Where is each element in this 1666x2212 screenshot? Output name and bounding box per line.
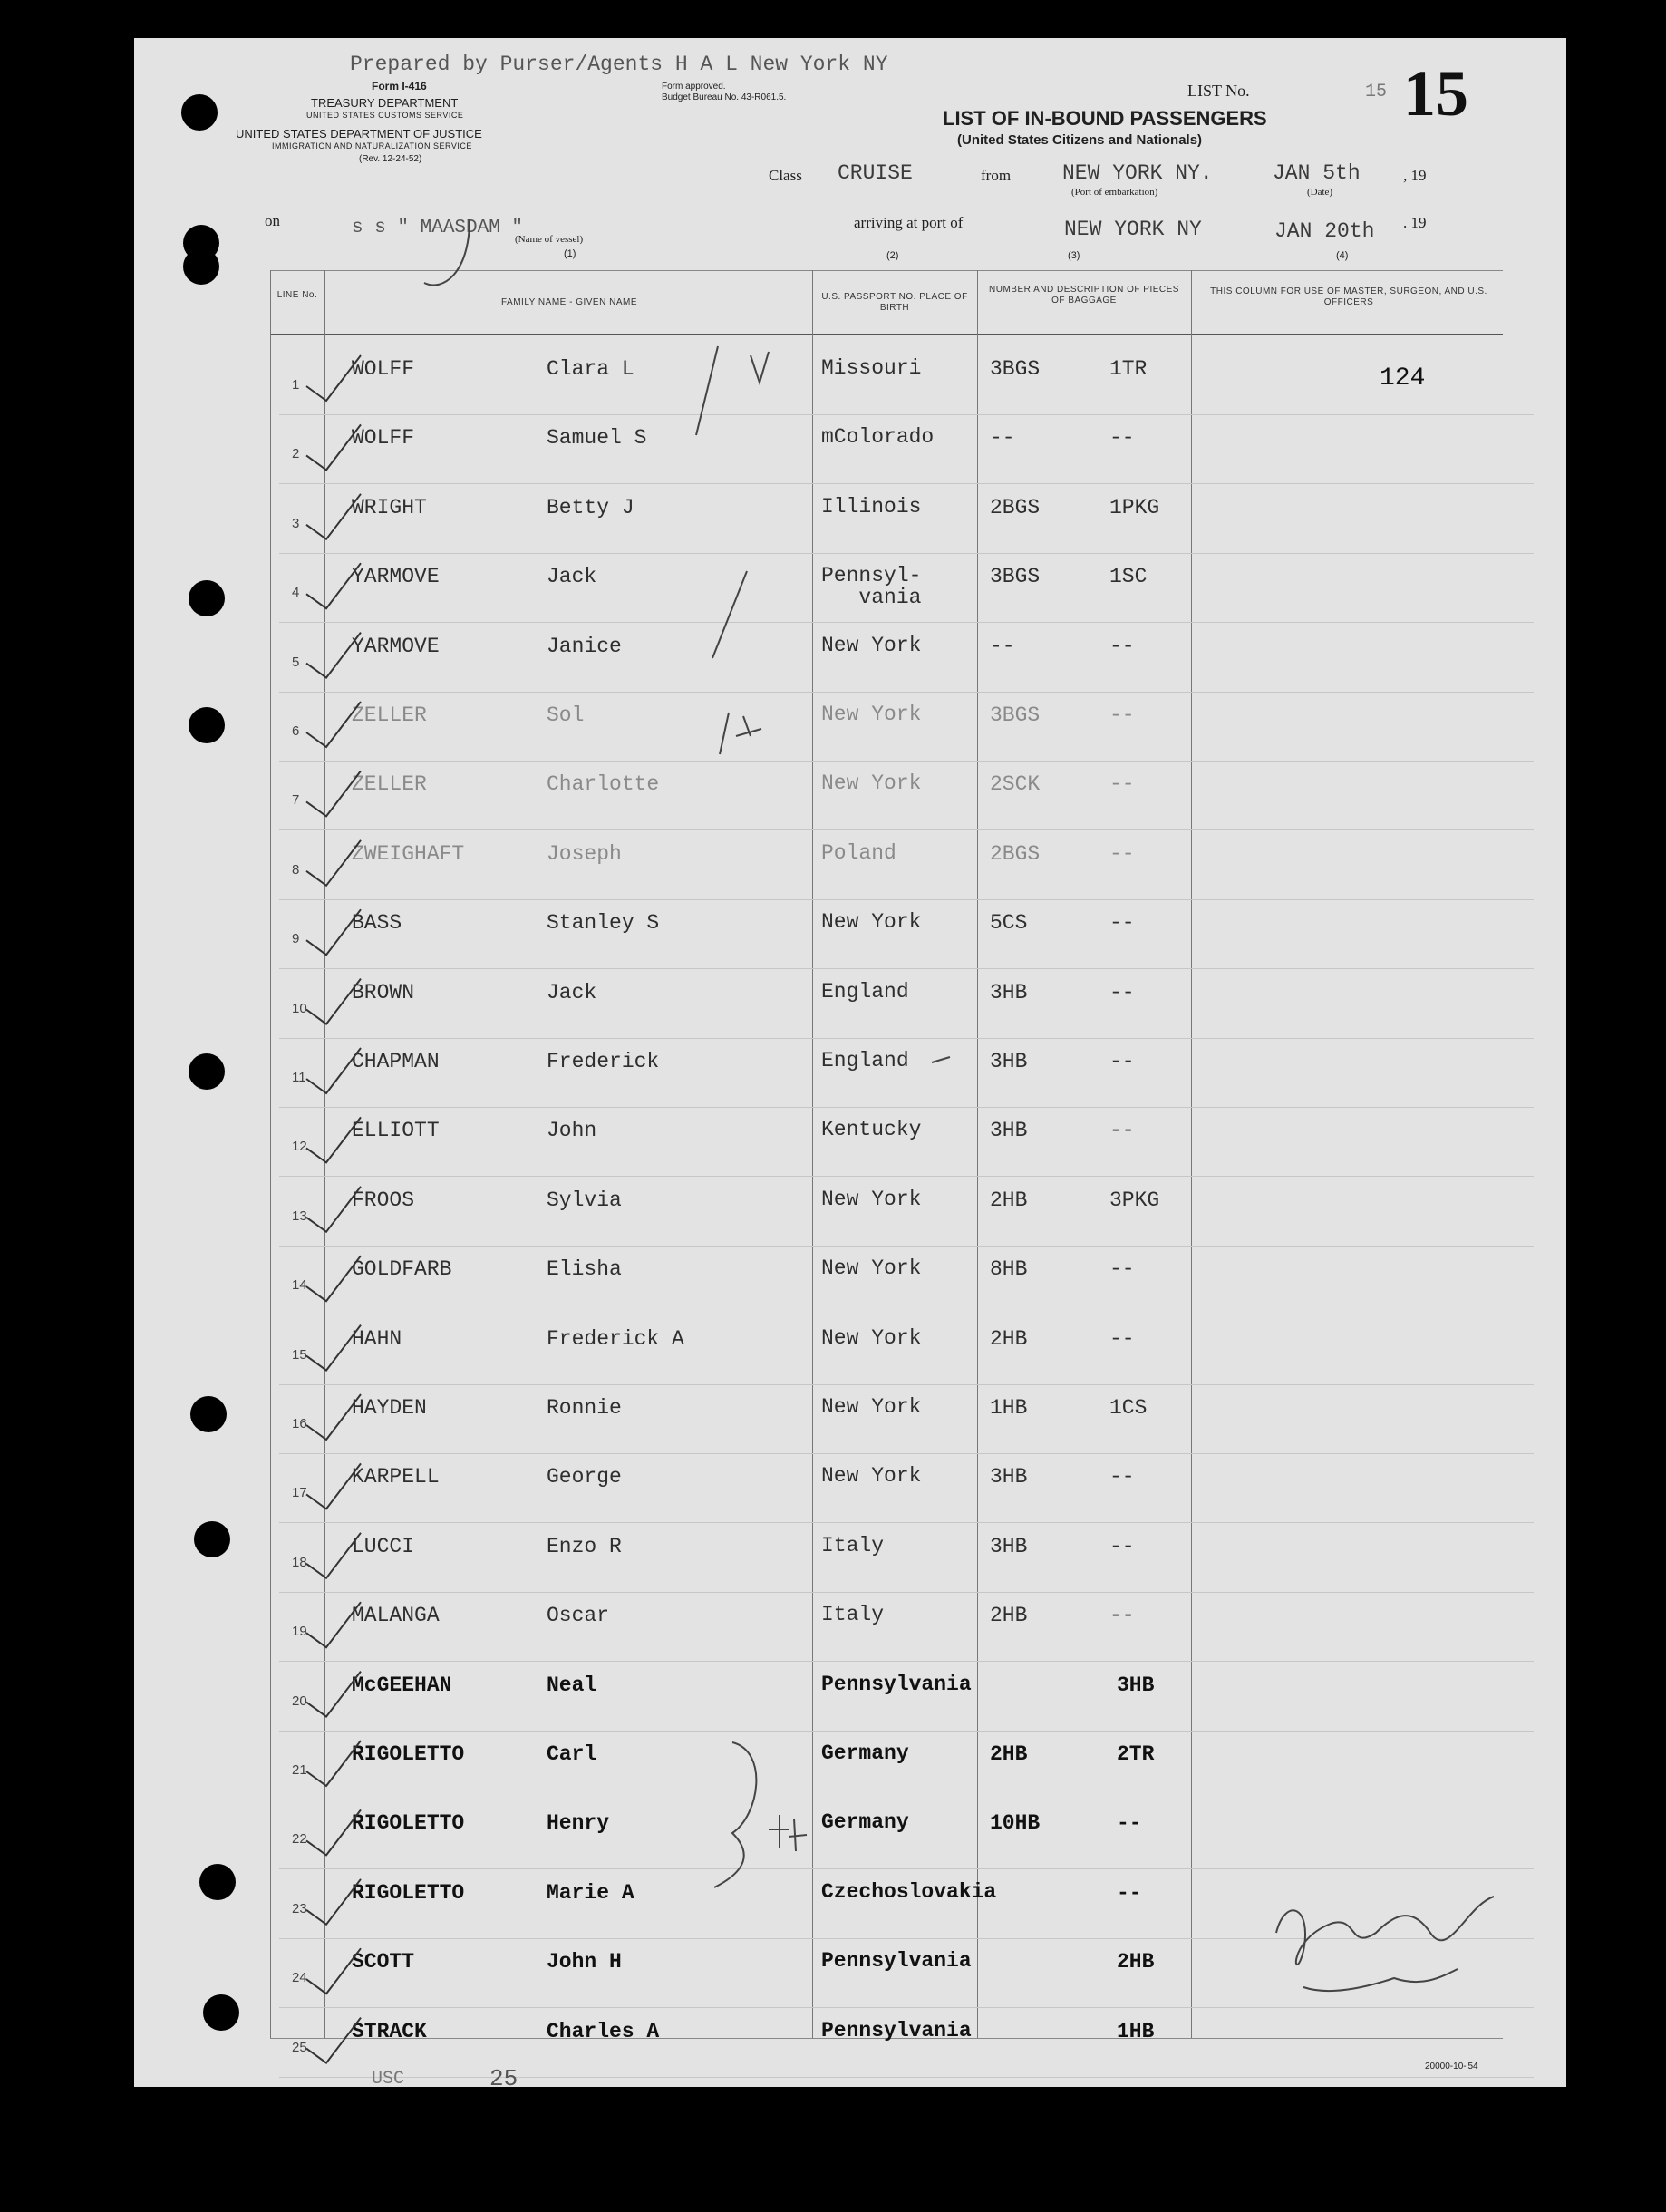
baggage-count: 8HB	[990, 1257, 1028, 1282]
given-name: Sylvia	[547, 1188, 622, 1212]
justice-dept: UNITED STATES DEPARTMENT OF JUSTICE	[236, 127, 482, 141]
line-number: 8	[292, 861, 300, 878]
col-header-passport: U.S. PASSPORT NO. PLACE OF BIRTH	[821, 292, 968, 313]
line-number: 2	[292, 446, 300, 462]
baggage-count: 3HB	[990, 1534, 1028, 1558]
check-mark	[306, 1187, 361, 1232]
given-name: Sol	[547, 703, 585, 727]
place-of-birth: New York	[821, 1395, 922, 1419]
line-number: 5	[292, 654, 300, 670]
given-name: Joseph	[547, 841, 622, 866]
line-number: 24	[292, 1970, 307, 1986]
given-name: Jack	[547, 980, 597, 1004]
baggage-count: 2SCK	[990, 772, 1041, 797]
place-of-birth: Germany	[821, 1741, 909, 1765]
check-mark	[306, 1117, 361, 1162]
check-mark	[306, 1879, 361, 1925]
baggage-extra: --	[1109, 911, 1135, 936]
line-number: 20	[292, 1693, 307, 1709]
check-mark	[306, 1948, 361, 1994]
baggage-extra: --	[1109, 980, 1135, 1004]
check-mark	[306, 1809, 361, 1855]
family-name: HAYDEN	[352, 1396, 427, 1420]
treasury-dept: TREASURY DEPARTMENT	[311, 96, 459, 110]
family-name: WOLFF	[352, 357, 415, 381]
signature	[1303, 1969, 1458, 1991]
baggage-extra: 1HB	[1117, 2019, 1155, 2043]
vessel-name: s s " MAASDAM "	[352, 218, 524, 238]
family-name: ZELLER	[352, 772, 427, 797]
customs-service: UNITED STATES CUSTOMS SERVICE	[306, 111, 464, 120]
page-subtitle: (United States Citizens and Nationals)	[957, 132, 1203, 148]
on-label: on	[265, 212, 280, 229]
signature	[1276, 1897, 1494, 1965]
baggage-extra: --	[1109, 1465, 1135, 1489]
year-2: . 19	[1403, 214, 1427, 231]
pencil-stroke	[696, 346, 718, 435]
port-embark-note: (Port of embarkation)	[1071, 187, 1158, 198]
baggage-extra: --	[1109, 634, 1135, 658]
place-of-birth: England	[821, 1049, 909, 1072]
place-of-birth: Italy	[821, 1603, 885, 1627]
family-name: BROWN	[352, 980, 415, 1004]
place-of-birth: Pennsylvania	[821, 1672, 972, 1696]
place-of-birth: New York	[821, 633, 922, 657]
family-name: MALANGA	[352, 1604, 440, 1628]
place-of-birth: Pennsyl- vania	[821, 564, 922, 610]
check-mark	[306, 1602, 361, 1647]
bracket-mark	[714, 1742, 756, 1887]
place-of-birth: Germany	[821, 1810, 909, 1835]
check-mark	[306, 1672, 361, 1717]
baggage-extra: 1SC	[1109, 565, 1148, 589]
baggage-count: --	[990, 426, 1015, 451]
col-num-2: (2)	[886, 250, 899, 261]
col-header-name: FAMILY NAME - GIVEN NAME	[501, 297, 637, 307]
pencil-stroke	[720, 713, 761, 754]
line-number: 22	[292, 1831, 307, 1848]
given-name: Clara L	[547, 357, 634, 381]
check-mark	[306, 840, 361, 886]
baggage-extra: --	[1109, 772, 1135, 797]
place-of-birth: New York	[821, 910, 922, 935]
place-of-birth: Missouri	[821, 356, 922, 380]
arrival-date: JAN 20th	[1274, 219, 1375, 243]
place-of-birth: New York	[821, 703, 922, 726]
baggage-extra: --	[1109, 841, 1135, 866]
check-mark	[306, 979, 361, 1024]
check-mark	[306, 355, 361, 401]
baggage-count: 3BGS	[990, 357, 1041, 381]
given-name: Carl	[547, 1742, 597, 1766]
baggage-extra: 3HB	[1117, 1673, 1155, 1697]
baggage-count: 2HB	[990, 1188, 1028, 1212]
line-number: 9	[292, 931, 300, 947]
page-title: LIST OF IN-BOUND PASSENGERS	[943, 107, 1267, 130]
check-mark	[306, 771, 361, 816]
check-mark	[306, 702, 361, 747]
given-name: Frederick	[547, 1050, 660, 1073]
place-of-birth: Kentucky	[821, 1118, 922, 1142]
place-of-birth: New York	[821, 1187, 922, 1211]
family-name: ZELLER	[352, 703, 427, 727]
family-name: RIGOLETTO	[352, 1811, 465, 1836]
place-of-birth: Illinois	[821, 494, 922, 519]
baggage-count: 2HB	[990, 1326, 1028, 1351]
family-name: BASS	[352, 911, 402, 936]
pencil-stroke	[932, 1057, 950, 1062]
line-number: 6	[292, 723, 300, 739]
family-name: SCOTT	[352, 1950, 415, 1974]
baggage-extra: --	[1109, 1257, 1135, 1282]
line-number: 14	[292, 1277, 307, 1294]
check-mark	[306, 494, 361, 539]
baggage-extra: --	[1109, 1119, 1135, 1143]
line-number: 25	[292, 2039, 307, 2055]
baggage-count: 2HB	[990, 1604, 1028, 1628]
list-no-small: 15	[1365, 82, 1388, 102]
given-name: Betty J	[547, 495, 634, 519]
baggage-count: 3HB	[990, 1050, 1028, 1073]
baggage-extra: --	[1109, 1604, 1135, 1628]
line-number: 13	[292, 1208, 307, 1224]
check-mark	[306, 1325, 361, 1371]
baggage-count: 3HB	[990, 1119, 1028, 1143]
baggage-extra: --	[1109, 1326, 1135, 1351]
baggage-count: 2BGS	[990, 841, 1041, 866]
place-of-birth: New York	[821, 1325, 922, 1350]
col-header-officers: THIS COLUMN FOR USE OF MASTER, SURGEON, AND U.S. OFFICERS	[1210, 286, 1487, 307]
family-name: KARPELL	[352, 1465, 440, 1489]
budget-bureau: Budget Bureau No. 43-R061.5.	[662, 92, 787, 102]
place-of-birth: Poland	[821, 840, 896, 865]
print-code: 20000-10-'54	[1425, 2062, 1478, 2071]
baggage-extra: --	[1109, 426, 1135, 451]
given-name: Charlotte	[547, 772, 660, 797]
check-mark	[306, 1463, 361, 1509]
vessel-note: (Name of vessel)	[515, 234, 584, 245]
place-of-birth: Italy	[821, 1533, 885, 1557]
pencil-stroke	[769, 1815, 807, 1851]
family-name: ZWEIGHAFT	[352, 841, 465, 866]
pencil-stroke	[751, 352, 769, 383]
footer-usc: USC	[372, 2069, 405, 2090]
given-name: George	[547, 1465, 622, 1489]
line-number: 1	[292, 377, 300, 393]
baggage-count: 2BGS	[990, 495, 1041, 519]
col-header-baggage: NUMBER AND DESCRIPTION OF PIECES OF BAGGAGE	[989, 285, 1179, 306]
line-number: 18	[292, 1554, 307, 1570]
officer-note: 124	[1380, 364, 1426, 393]
line-number: 11	[292, 1070, 306, 1085]
baggage-count: 5CS	[990, 911, 1028, 936]
baggage-extra: 3PKG	[1109, 1188, 1160, 1212]
line-number: 10	[292, 1000, 307, 1016]
form-approved: Form approved.	[662, 82, 726, 92]
pencil-marks	[134, 38, 1566, 2087]
check-mark	[306, 1741, 361, 1786]
family-name: WRIGHT	[352, 495, 427, 519]
given-name: Henry	[547, 1811, 610, 1836]
check-mark	[306, 1533, 361, 1578]
from-date: JAN 5th	[1273, 161, 1361, 185]
baggage-extra: 1TR	[1109, 357, 1148, 381]
place-of-birth: New York	[821, 771, 922, 796]
col-num-4: (4)	[1336, 250, 1349, 261]
given-name: Elisha	[547, 1257, 622, 1282]
check-mark	[306, 633, 361, 678]
given-name: Janice	[547, 634, 622, 658]
baggage-count: 10HB	[990, 1811, 1041, 1836]
check-mark	[306, 563, 361, 608]
baggage-count: 3HB	[990, 980, 1028, 1004]
place-of-birth: Czechoslovakia	[821, 1879, 997, 1904]
list-no-big: 15	[1403, 57, 1468, 130]
family-name: YARMOVE	[352, 565, 440, 589]
baggage-extra: 1CS	[1109, 1396, 1148, 1420]
place-of-birth: Pennsylvania	[821, 1949, 972, 1974]
baggage-count: 2HB	[990, 1742, 1028, 1766]
family-name: ELLIOTT	[352, 1119, 440, 1143]
family-name: WOLFF	[352, 426, 415, 451]
family-name: LUCCI	[352, 1534, 415, 1558]
check-mark	[306, 1048, 361, 1093]
line-number: 21	[292, 1762, 307, 1778]
baggage-extra: 2HB	[1117, 1950, 1155, 1974]
pencil-stroke	[424, 219, 470, 285]
place-of-birth: New York	[821, 1464, 922, 1489]
check-mark	[306, 2018, 361, 2063]
family-name: CHAPMAN	[352, 1050, 440, 1073]
given-name: Marie A	[547, 1880, 634, 1905]
prepared-by: Prepared by Purser/Agents H A L New York NY	[350, 53, 888, 76]
arriving-label: arriving at port of	[854, 214, 964, 231]
baggage-count: 1HB	[990, 1396, 1028, 1420]
given-name: Oscar	[547, 1604, 610, 1628]
family-name: RIGOLETTO	[352, 1742, 465, 1766]
line-number: 4	[292, 585, 300, 601]
check-mark	[306, 1256, 361, 1301]
line-number: 16	[292, 1416, 307, 1431]
family-name: GOLDFARB	[352, 1257, 452, 1282]
line-number: 23	[292, 1900, 307, 1916]
baggage-extra: --	[1109, 703, 1135, 727]
family-name: HAHN	[352, 1326, 402, 1351]
line-number: 15	[292, 1346, 307, 1363]
place-of-birth: England	[821, 979, 909, 1004]
baggage-extra: --	[1109, 1050, 1135, 1073]
given-name: Samuel S	[547, 426, 647, 451]
baggage-extra: --	[1117, 1880, 1142, 1905]
given-name: John	[547, 1119, 597, 1143]
baggage-extra: --	[1109, 1534, 1135, 1558]
line-number: 7	[292, 792, 300, 809]
baggage-extra: 2TR	[1117, 1742, 1155, 1766]
col-header-line-no: LINE No.	[276, 290, 318, 300]
line-number: 19	[292, 1624, 307, 1640]
class-value: CRUISE	[838, 161, 913, 185]
check-mark	[306, 424, 361, 470]
family-name: FROOS	[352, 1188, 415, 1212]
baggage-count: 3BGS	[990, 703, 1041, 727]
form-number: Form I-416	[372, 80, 427, 92]
class-label: Class	[769, 167, 802, 184]
family-name: YARMOVE	[352, 634, 440, 658]
given-name: Frederick A	[547, 1326, 684, 1351]
arrival-port: NEW YORK NY	[1064, 218, 1202, 241]
given-name: Neal	[547, 1673, 597, 1697]
col-num-1: (1)	[564, 248, 576, 259]
from-port: NEW YORK NY.	[1062, 161, 1213, 185]
pencil-stroke	[712, 571, 747, 658]
footer-count: 25	[489, 2065, 518, 2092]
list-no-label: LIST No.	[1187, 82, 1250, 100]
ins-service: IMMIGRATION AND NATURALIZATION SERVICE	[272, 141, 472, 150]
family-name: STRACK	[352, 2019, 427, 2043]
given-name: Enzo R	[547, 1534, 622, 1558]
check-mark	[306, 1394, 361, 1440]
baggage-count: --	[990, 634, 1015, 658]
line-number: 12	[292, 1139, 307, 1155]
line-number: 17	[292, 1485, 307, 1501]
family-name: RIGOLETTO	[352, 1880, 465, 1905]
check-mark	[306, 909, 361, 955]
from-label: from	[981, 167, 1012, 184]
revision: (Rev. 12-24-52)	[359, 154, 422, 164]
baggage-count: 3BGS	[990, 565, 1041, 589]
manifest-sheet	[134, 38, 1566, 2092]
baggage-extra: 1PKG	[1109, 495, 1160, 519]
baggage-count: 3HB	[990, 1465, 1028, 1489]
year-1: , 19	[1403, 167, 1427, 184]
given-name: Charles A	[547, 2019, 660, 2043]
given-name: Stanley S	[547, 911, 660, 936]
place-of-birth: mColorado	[821, 425, 935, 450]
family-name: McGEEHAN	[352, 1673, 452, 1697]
given-name: Ronnie	[547, 1396, 622, 1420]
given-name: John H	[547, 1950, 622, 1974]
col-num-3: (3)	[1068, 250, 1080, 261]
place-of-birth: New York	[821, 1256, 922, 1281]
given-name: Jack	[547, 565, 597, 589]
baggage-extra: --	[1117, 1811, 1142, 1836]
place-of-birth: Pennsylvania	[821, 2018, 972, 2042]
date-note: (Date)	[1307, 187, 1333, 198]
line-number: 3	[292, 515, 300, 531]
